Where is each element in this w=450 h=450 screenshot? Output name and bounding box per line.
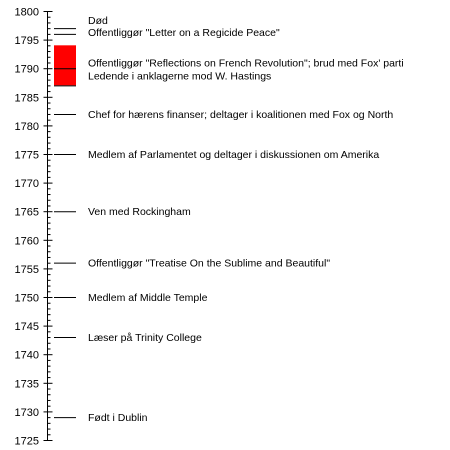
tick-label: 1775: [14, 149, 39, 162]
event-label: Offentliggør "Reflections on French Revolution"; brud med Fox' parti: [88, 57, 404, 70]
event-label: Medlem af Parlamentet og deltager i diskussionen om Amerika: [88, 149, 380, 161]
tick-label: 1740: [14, 349, 39, 362]
period-bar: [54, 45, 76, 85]
tick-label: 1795: [14, 35, 39, 48]
event-label: Ledende i anklagerne mod W. Hastings: [88, 70, 272, 83]
tick-label: 1780: [14, 120, 39, 133]
tick-label: 1735: [14, 378, 39, 391]
tick-label: 1755: [14, 263, 39, 276]
event-label: Født i Dublin: [88, 412, 148, 425]
event-label: Offentliggør "Treatise On the Sublime and Beautiful": [88, 257, 331, 270]
major-ticks: [15, 7, 53, 448]
event-label: Offentliggør "Letter on a Regicide Peace": [88, 27, 280, 40]
event-label: Chef for hærens finanser; deltager i koalitionen med Fox og North: [88, 108, 394, 121]
event-label: Læser på Trinity College: [88, 332, 202, 345]
period-bars: [54, 45, 76, 85]
tick-label: 1800: [14, 6, 39, 19]
tick-label: 1765: [14, 206, 39, 219]
tick-label: 1760: [14, 235, 39, 248]
tick-label: 1745: [14, 321, 39, 334]
tick-label: 1790: [14, 63, 39, 76]
event-label: Død: [88, 15, 108, 28]
tick-label: 1770: [14, 178, 39, 191]
events: [54, 15, 404, 424]
event-label: Medlem af Middle Temple: [88, 292, 208, 304]
tick-label: 1730: [14, 406, 39, 419]
tick-label: 1750: [14, 292, 39, 305]
event-label: Ven med Rockingham: [88, 206, 191, 219]
tick-label: 1785: [14, 92, 39, 105]
tick-label: 1725: [14, 435, 39, 448]
